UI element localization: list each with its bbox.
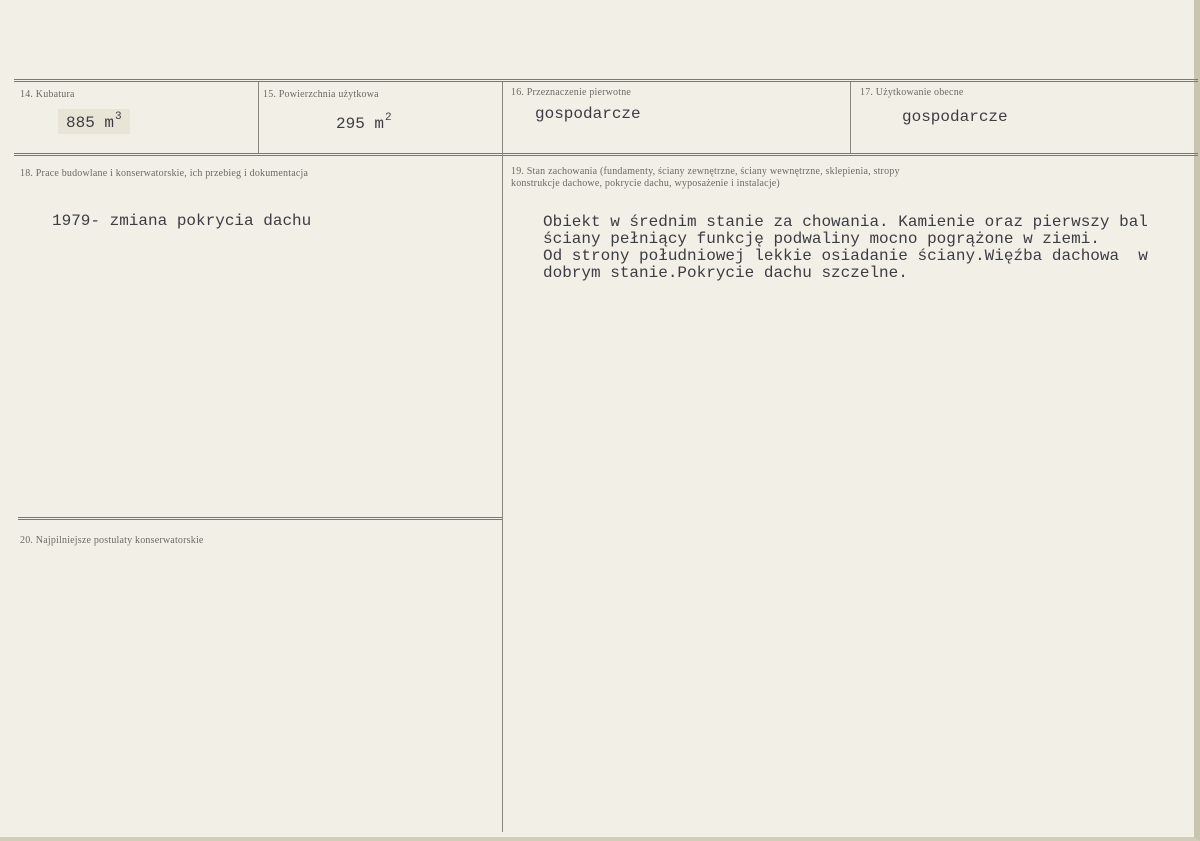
field-14-value: 885 $m^3$: [66, 111, 122, 132]
field-18-value: 1979- zmiana pokrycia dachu: [52, 212, 312, 230]
field-16-value: gospodarcze: [535, 105, 641, 123]
field-17-value: gospodarcze: [902, 108, 1008, 126]
middle-rule: [14, 153, 1198, 156]
top-rule: [14, 79, 1198, 82]
divider-14-15: [258, 82, 259, 154]
field-19-value: Obiekt w średnim stanie za chowania. Kamienie oraz pierwszy bal ściany pełniący funkcję podwaliny mocno pogrążone w ziemi. Od strony południowej lekkie osiadanie ściany.Więźba dachowa w dobrym stanie.Pokrycie dachu szczelne.: [543, 213, 1148, 282]
field-19-label: 19. Stan zachowania (fundamenty, ściany zewnętrzne, ściany wewnętrzne, sklepienia, stropy konstrukcje dachowe, pokrycie dachu, wyposażenie i instalacje): [511, 166, 900, 189]
field-15-value: 295 $m^2$: [336, 112, 392, 133]
field-20-label: 20. Najpilniejsze postulaty konserwatorskie: [20, 535, 204, 546]
divider-16-17: [850, 82, 851, 154]
field-14-label: 14. Kubatura: [20, 89, 75, 100]
field-15-label: 15. Powierzchnia użytkowa: [263, 89, 379, 100]
field-16-label: 16. Przeznaczenie pierwotne: [511, 87, 632, 98]
field-18-label: 18. Prace budowlane i konserwatorskie, ich przebieg i dokumentacja: [20, 168, 309, 179]
divider-15-16: [502, 82, 503, 832]
field-17-label: 17. Użytkowanie obecne: [860, 87, 964, 98]
field-14-value-box: [58, 109, 130, 134]
lower-left-rule: [18, 517, 502, 520]
